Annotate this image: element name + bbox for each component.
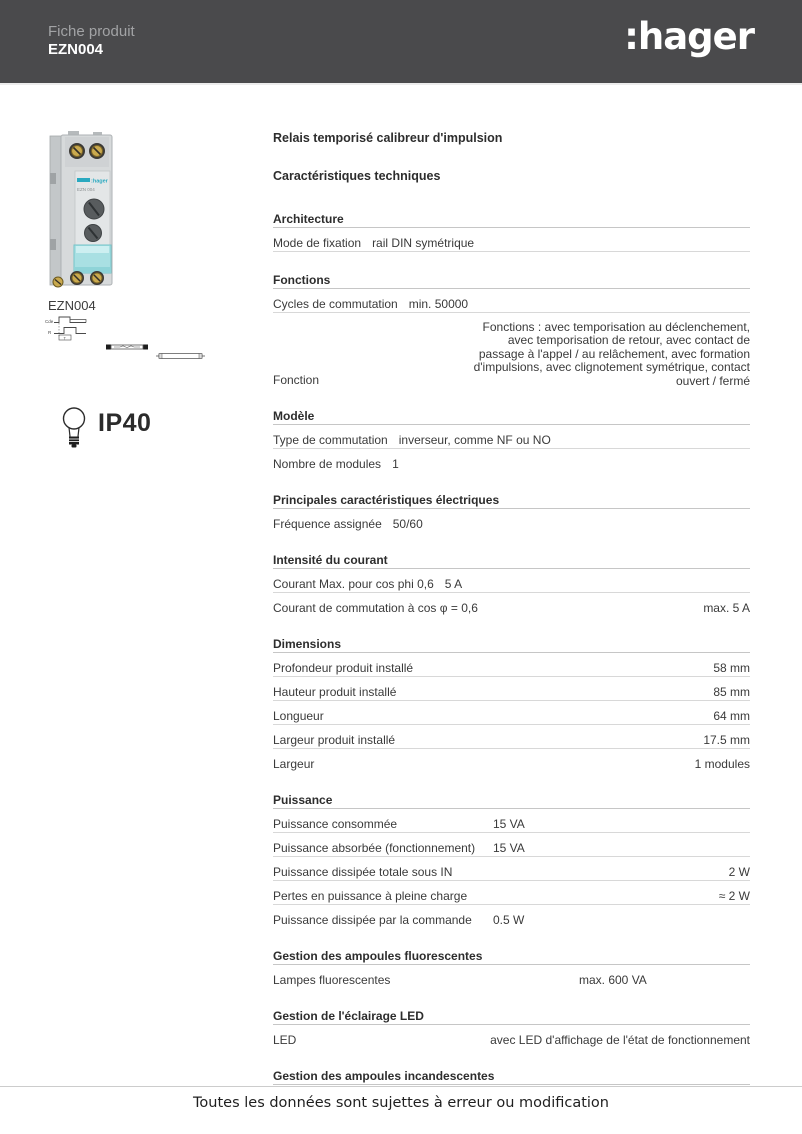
product-image-caption: EZN004 (48, 298, 96, 313)
spec-row (273, 228, 750, 252)
row-label: Puissance absorbée (fonctionnement) (273, 841, 476, 856)
spec-row (273, 425, 750, 449)
section-title: Modèle (273, 409, 750, 425)
spec-section (273, 1069, 750, 1085)
row-label: Nombre de modules (273, 457, 382, 472)
row-value: Fonctions : avec temporisation au déclenchement, avec temporisation de retour, avec contact de passage à l'appel / au relâchement, avec formation d'impulsions, avec clignotement symétrique, contact ouvert / fermé (473, 320, 750, 388)
spec-row (273, 905, 750, 928)
spec-row (273, 965, 750, 988)
row-label: Largeur produit installé (273, 733, 396, 748)
row-value: min. 50000 (408, 297, 469, 311)
spec-section (273, 637, 750, 772)
row-value: 0.5 W (493, 913, 525, 928)
row-label: Longueur (273, 709, 324, 724)
spec-row (273, 749, 750, 772)
row-value: avec LED d'affichage de l'état de fonctionnement (490, 1033, 750, 1048)
timing-label-r: R (48, 330, 52, 335)
row-label: Puissance dissipée par la commande (273, 913, 472, 928)
page-footer (0, 1086, 802, 1111)
device-model-text: EZN 004 (77, 187, 95, 192)
doc-type: Fiche produit (48, 23, 135, 40)
spec-row (273, 677, 750, 701)
ip-rating: IP40 (98, 409, 152, 437)
spec-section (273, 273, 750, 388)
page-header (0, 0, 802, 85)
spec-row (273, 653, 750, 677)
row-value: 5 A (444, 577, 463, 592)
row-label: Largeur (273, 757, 315, 772)
timing-label-t: T (63, 335, 66, 341)
row-label: Type de commutation (273, 433, 388, 448)
row-label: Courant Max. pour cos phi 0,6 (273, 577, 434, 592)
bulb-icon (61, 406, 87, 449)
spec-row (273, 833, 750, 857)
row-label: Fréquence assignée (273, 517, 382, 532)
fluorescent-tube-icon (156, 352, 205, 360)
spec-section (273, 553, 750, 616)
spec-section (273, 212, 750, 252)
row-value: 1 (392, 457, 399, 472)
row-label: Fonction (273, 373, 320, 388)
device-brand-text: :hager (91, 178, 108, 185)
row-label: Profondeur produit installé (273, 661, 414, 676)
product-title: Relais temporisé calibreur d'impulsion (273, 131, 503, 145)
spec-section (273, 409, 750, 472)
spec-row (273, 509, 750, 532)
row-value: 58 mm (713, 661, 750, 676)
section-title: Principales caractéristiques électriques (273, 493, 750, 509)
section-title: Puissance (273, 793, 750, 809)
spec-content (273, 87, 750, 1085)
timing-diagram-icon (45, 314, 103, 342)
spec-section (273, 949, 750, 988)
spec-section (273, 1009, 750, 1048)
row-label: Cycles de commutation (273, 297, 398, 311)
spec-row (273, 289, 750, 313)
spec-row (273, 809, 750, 833)
hager-logo: :hager (624, 15, 754, 58)
spec-row (273, 1025, 750, 1048)
spec-section (273, 493, 750, 532)
spec-row (273, 725, 750, 749)
spec-row (273, 449, 750, 472)
spec-row (273, 313, 750, 388)
row-label: LED (273, 1033, 297, 1048)
product-code: EZN004 (48, 41, 104, 58)
row-value: inverseur, comme NF ou NO (398, 433, 551, 448)
row-label: Lampes fluorescentes (273, 973, 391, 988)
section-caracteristiques-title: Caractéristiques techniques (273, 169, 441, 183)
section-title: Gestion de l'éclairage LED (273, 1009, 750, 1025)
disclaimer-text: Toutes les données sont sujettes à erreur ou modification (193, 1095, 609, 1111)
spec-row (273, 593, 750, 616)
spec-sections (273, 212, 750, 1085)
header-titles (48, 23, 135, 59)
row-value: max. 5 A (703, 601, 750, 616)
section-title: Dimensions (273, 637, 750, 653)
row-label: Mode de fixation (273, 236, 362, 250)
section-title: Architecture (273, 212, 750, 228)
spec-row (273, 569, 750, 593)
row-value: 15 VA (493, 841, 525, 856)
row-value: 1 modules (694, 757, 750, 772)
row-value: 85 mm (713, 685, 750, 700)
row-value: 50/60 (392, 517, 423, 532)
row-value: 15 VA (493, 817, 525, 832)
spec-section (273, 793, 750, 928)
row-value: ≈ 2 W (718, 889, 750, 904)
row-label: Puissance dissipée totale sous IN (273, 865, 453, 880)
section-title: Intensité du courant (273, 553, 750, 569)
product-image (46, 131, 116, 291)
timing-label-cde: Cde (45, 319, 54, 324)
row-value: max. 600 VA (579, 973, 647, 988)
section-title: Fonctions (273, 273, 750, 289)
spec-row (273, 857, 750, 881)
section-title: Gestion des ampoules incandescentes (273, 1069, 750, 1085)
row-value: 64 mm (713, 709, 750, 724)
row-value: 17.5 mm (703, 733, 750, 748)
spec-row (273, 881, 750, 905)
section-title: Gestion des ampoules fluorescentes (273, 949, 750, 965)
row-label: Hauteur produit installé (273, 685, 397, 700)
spec-row (273, 701, 750, 725)
row-value: rail DIN symétrique (372, 236, 475, 250)
row-label: Courant de commutation à cos φ = 0,6 (273, 601, 478, 616)
halogen-lamp-icon (106, 342, 148, 352)
row-label: Puissance consommée (273, 817, 398, 832)
row-value: 2 W (728, 865, 750, 880)
row-label: Pertes en puissance à pleine charge (273, 889, 468, 904)
